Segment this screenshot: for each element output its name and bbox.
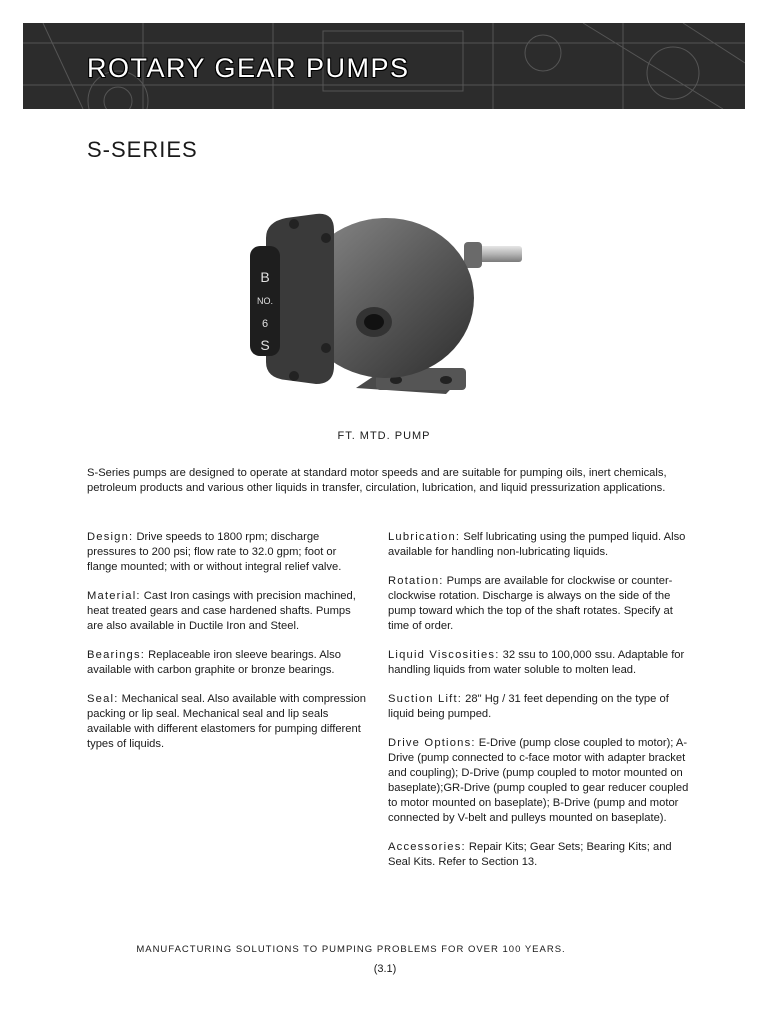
intro-paragraph: S-Series pumps are designed to operate at standard motor speeds and are suitable for pumping oils, inert chemicals, petroleum products and various other liquids in transfer, circulation, lubrication, and liquid pressurization applications. (87, 467, 667, 494)
casing-letter-b: B (260, 269, 270, 285)
specs-left-column (87, 530, 369, 766)
spec-text: Pumps are available for clockwise or counter-clockwise rotation. Discharge is always on the side of the pump toward which the top of the shaft rotates. Specify at time of order. (388, 575, 673, 632)
specs-right-column (388, 530, 692, 884)
spec-suction-lift (388, 692, 692, 722)
spec-design (87, 530, 369, 575)
section-title: S-SERIES (87, 137, 198, 162)
spec-text: Replaceable iron sleeve bearings. Also available with carbon graphite or bronze bearings. (87, 649, 341, 676)
spec-text: Self lubricating using the pumped liquid. Also available for handling non-lubricating liquids. (388, 531, 686, 558)
spec-text: Drive speeds to 1800 rpm; discharge pressures to 200 psi; flow rate to 32.0 gpm; foot or flange mounted; with or without integral relief valve. (87, 531, 342, 573)
spec-accessories (388, 840, 692, 870)
spec-drive-options (388, 736, 692, 826)
header-banner (23, 23, 745, 109)
gear-pump-illustration (236, 198, 526, 418)
banner-title: ROTARY GEAR PUMPS (87, 53, 410, 83)
spec-text: 32 ssu to 100,000 ssu. Adaptable for handling liquids from water soluble to molten lead. (388, 649, 685, 676)
spec-label: Suction Lift: (388, 693, 463, 705)
spec-label: Material: (87, 590, 141, 602)
page-number: (3.1) (373, 963, 397, 975)
spec-text: Mechanical seal. Also available with compression packing or lip seal. Mechanical seal and lip seals available with different elastomers for pumping different types of liquids. (87, 693, 366, 750)
spec-text: E-Drive (pump close coupled to motor); A-Drive (pump connected to c-face motor with adapter bracket and coupling); D-Drive (pump coupled to motor mounted on baseplate);GR-Drive (pump coupled to gear reducer coupled to motor mounted on baseplate); B-Drive (pump and motor connected by V-belt and pulleys mounted on baseplate). (388, 737, 689, 824)
spec-label: Liquid Viscosities: (388, 649, 500, 661)
spec-label: Bearings: (87, 649, 146, 661)
casing-letter-no: NO. (256, 296, 274, 306)
spec-rotation (388, 574, 692, 634)
spec-lubrication (388, 530, 692, 560)
spec-seal (87, 692, 369, 752)
casing-letter-s: S (260, 337, 270, 353)
casing-letter-6: 6 (261, 318, 269, 330)
spec-material (87, 589, 369, 634)
spec-label: Drive Options: (388, 737, 476, 749)
spec-label: Design: (87, 531, 134, 543)
spec-label: Lubrication: (388, 531, 461, 543)
spec-text: Cast Iron casings with precision machined, heat treated gears and case hardened shafts. Pumps are also available in Ductile Iron and Steel. (87, 590, 356, 632)
spec-text: Repair Kits; Gear Sets; Bearing Kits; and Seal Kits. Refer to Section 13. (388, 841, 672, 868)
spec-label: Accessories: (388, 841, 466, 853)
footer-tagline: MANUFACTURING SOLUTIONS TO PUMPING PROBLEMS FOR OVER 100 YEARS. (136, 944, 566, 955)
spec-bearings (87, 648, 369, 678)
spec-liquid-viscosities (388, 648, 692, 678)
image-caption: FT. MTD. PUMP (337, 430, 431, 442)
spec-label: Rotation: (388, 575, 444, 587)
spec-text: 28" Hg / 31 feet depending on the type of liquid being pumped. (388, 693, 669, 720)
spec-label: Seal: (87, 693, 119, 705)
